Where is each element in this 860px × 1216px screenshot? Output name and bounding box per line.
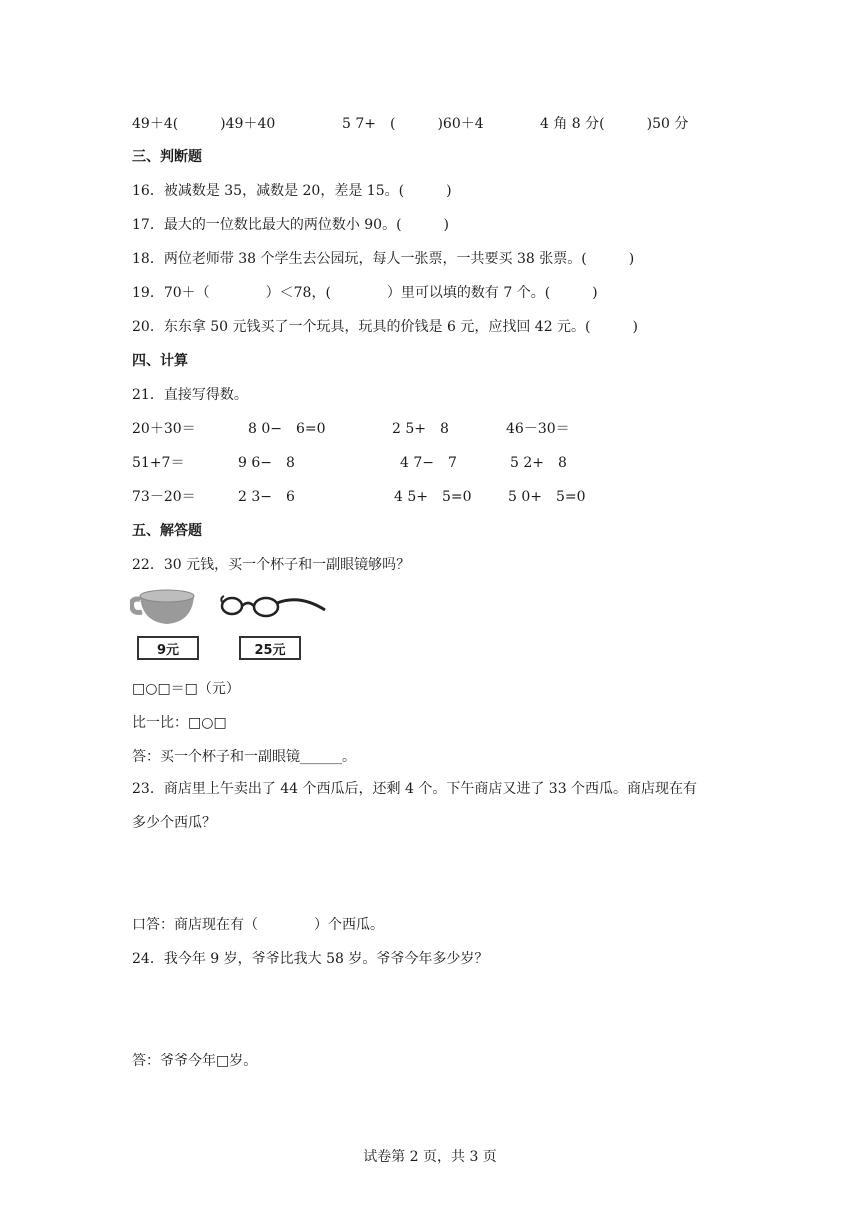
compare-item-2: 5 7+ ( )60＋4	[342, 116, 484, 132]
section5-title: 五、解答题	[132, 523, 202, 539]
calc-3-2: 2 3− 6	[238, 489, 295, 505]
question-24: 24．我今年 9 岁，爷爷比我大 58 岁。爷爷今年多少岁？	[132, 951, 489, 967]
question-18: 18．两位老师带 38 个学生去公园玩，每人一张票，一共要买 38 张票。( )	[132, 251, 635, 267]
question-23-line-2: 多少个西瓜？	[132, 815, 216, 831]
calc-1-3: 2 5+ 8	[392, 421, 449, 437]
equation-total: □○□＝□（元）	[132, 681, 240, 697]
glasses-icon	[220, 592, 330, 624]
calc-1-2: 8 0− 6=0	[248, 421, 326, 437]
calc-3-1: 73－20＝	[132, 489, 196, 505]
compare-item-3: 4 角 8 分( )50 分	[540, 116, 689, 132]
page-footer: 试卷第 2 页，共 3 页	[363, 1149, 497, 1165]
calc-2-4: 5 2+ 8	[510, 455, 567, 471]
calc-1-4: 46－30＝	[506, 421, 570, 437]
answer-24: 答：爷爷今年□岁。	[132, 1053, 258, 1069]
cup-icon	[130, 586, 200, 628]
question-21: 21．直接写得数。	[132, 387, 248, 403]
question-19: 19．70＋（ ）＜78，( ）里可以填的数有 7 个。( )	[132, 285, 598, 301]
calc-2-2: 9 6− 8	[238, 455, 295, 471]
question-23-line-1: 23．商店里上午卖出了 44 个西瓜后，还剩 4 个。下午商店又进了 33 个西瓜。商店现在有	[132, 781, 698, 797]
question-17: 17．最大的一位数比最大的两位数小 90。( )	[132, 217, 450, 233]
question-22: 22．30 元钱，买一个杯子和一副眼镜够吗？	[132, 557, 411, 573]
equation-compare: 比一比：□○□	[132, 715, 227, 731]
calc-3-3: 4 5+ 5=0	[394, 489, 472, 505]
price-tag-glasses: 25元	[239, 636, 301, 660]
compare-item-1: 49＋4( )49＋40	[132, 116, 276, 132]
answer-23: 口答：商店现在有（ ）个西瓜。	[132, 917, 384, 933]
section4-title: 四、计算	[132, 353, 188, 369]
calc-2-3: 4 7− 7	[400, 455, 457, 471]
section3-title: 三、判断题	[132, 149, 202, 165]
price-tag-cup: 9元	[137, 636, 199, 660]
calc-2-1: 51+7＝	[132, 455, 185, 471]
calc-3-4: 5 0+ 5=0	[508, 489, 586, 505]
question-16: 16．被减数是 35，减数是 20，差是 15。( )	[132, 183, 452, 199]
answer-22: 答：买一个杯子和一副眼镜______。	[132, 749, 356, 765]
question-20: 20．东东拿 50 元钱买了一个玩具，玩具的价钱是 6 元，应找回 42 元。( )	[132, 319, 638, 335]
calc-1-1: 20＋30＝	[132, 421, 196, 437]
